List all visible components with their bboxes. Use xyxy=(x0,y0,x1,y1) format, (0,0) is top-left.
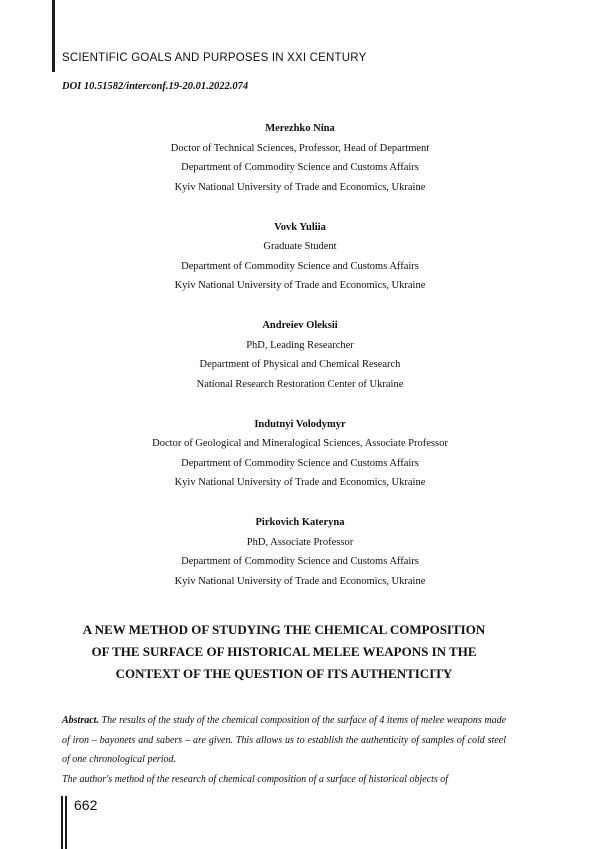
author-position: PhD, Associate Professor xyxy=(246,536,354,548)
author-block xyxy=(0,415,600,493)
author-position: Graduate Student xyxy=(263,241,337,253)
author-position: PhD, Leading Researcher xyxy=(246,339,354,351)
author-institution: Kyiv National University of Trade and Economics, Ukraine xyxy=(174,477,426,489)
page-number: 662 xyxy=(74,797,98,813)
author-list xyxy=(0,119,600,612)
author-block xyxy=(0,218,600,296)
author-name: Merezhko Nina xyxy=(265,123,335,134)
author-department: Department of Commodity Science and Customs Affairs xyxy=(181,457,419,469)
doi[interactable]: DOI 10.51582/interconf.19-20.01.2022.074 xyxy=(62,81,249,92)
author-institution: Kyiv National University of Trade and Economics, Ukraine xyxy=(174,575,426,587)
abstract xyxy=(62,711,506,789)
author-institution: National Research Restoration Center of Ukraine xyxy=(196,378,404,390)
header-rule xyxy=(52,0,55,72)
author-name: Indutnyi Volodymyr xyxy=(254,418,346,430)
author-name: Pirkovich Kateryna xyxy=(255,517,345,529)
author-name: Vovk Yuliia xyxy=(274,221,326,233)
abstract-paragraph xyxy=(62,711,506,770)
journal-header: SCIENTIFIC GOALS AND PURPOSES IN XXI CENTURY xyxy=(62,52,367,64)
author-institution: Kyiv National University of Trade and Economics, Ukraine xyxy=(174,181,426,193)
author-position: Doctor of Technical Sciences, Professor, Head of Department xyxy=(170,142,430,154)
paper-title-line: A NEW METHOD OF STUDYING THE CHEMICAL COMPOSITION xyxy=(82,622,486,637)
author-name: Andreiev Oleksii xyxy=(262,320,338,332)
author-department: Department of Commodity Science and Customs Affairs xyxy=(181,260,419,272)
paper-title-line: CONTEXT OF THE QUESTION OF ITS AUTHENTICITY xyxy=(115,666,453,681)
author-block xyxy=(0,316,600,394)
paper-title-line: OF THE SURFACE OF HISTORICAL MELEE WEAPONS IN THE xyxy=(91,644,477,659)
abstract-label: Abstract. xyxy=(62,715,99,726)
abstract-paragraph: The author's method of the research of chemical composition of a surface of historical objects of xyxy=(62,773,449,785)
footer-rule-line xyxy=(65,796,67,849)
abstract-text: The results of the study of the chemical composition of the surface of 4 items of melee weapons made of iron – bayonets and sabers – are given. This allows us to establish the authenticity of samples of cold steel of one chronological period. xyxy=(62,715,507,765)
author-institution: Kyiv National University of Trade and Economics, Ukraine xyxy=(174,280,426,292)
author-department: Department of Physical and Chemical Research xyxy=(199,359,401,371)
author-department: Department of Commodity Science and Customs Affairs xyxy=(181,162,419,173)
author-block xyxy=(0,119,600,197)
paper-title xyxy=(0,619,568,685)
footer-rule-line xyxy=(61,796,63,849)
author-department: Department of Commodity Science and Customs Affairs xyxy=(181,556,419,568)
author-block xyxy=(0,513,600,591)
author-position: Doctor of Geological and Mineralogical Sciences, Associate Professor xyxy=(152,438,448,450)
footer-rule xyxy=(61,796,69,849)
